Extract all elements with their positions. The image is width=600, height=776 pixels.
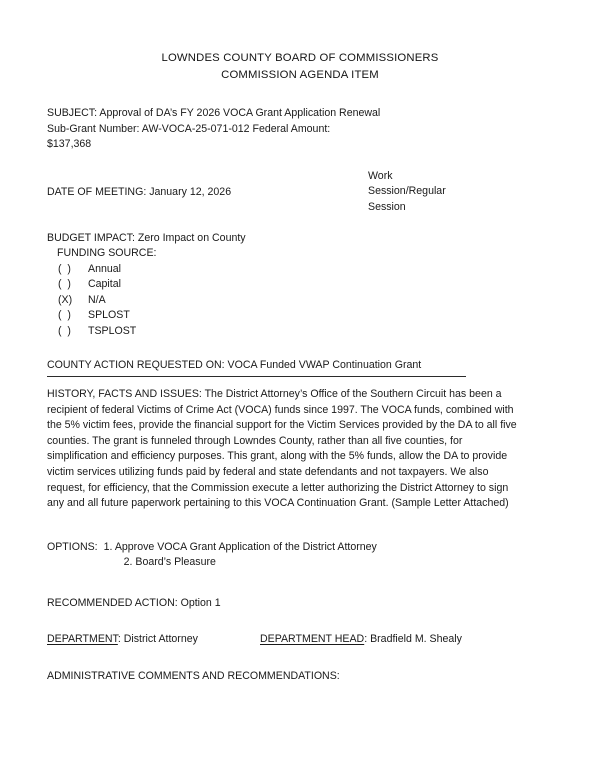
funding-option-label: SPLOST	[88, 309, 130, 322]
department-label: DEPARTMENT	[47, 633, 118, 646]
checkbox-annual[interactable]: ( )	[58, 262, 71, 275]
funding-option-label: Annual	[88, 262, 121, 275]
funding-option-label: N/A	[88, 293, 106, 306]
funding-option-label: Capital	[88, 278, 121, 291]
county-action-line: COUNTY ACTION REQUESTED ON: VOCA Funded VWAP Continuation Grant	[47, 359, 422, 372]
page-title-line-2: COMMISSION AGENDA ITEM	[221, 69, 379, 81]
subject-section	[47, 106, 560, 153]
budget-section	[47, 231, 560, 340]
funding-option-capital[interactable]	[58, 277, 560, 293]
checkbox-na[interactable]: (X)	[58, 293, 73, 306]
sub-grant-number-line: Sub-Grant Number: AW-VOCA-25-071-012 Federal Amount:	[47, 122, 331, 135]
funding-option-na[interactable]	[58, 293, 560, 309]
meeting-section	[47, 169, 560, 219]
administrative-comments-line: ADMINISTRATIVE COMMENTS AND RECOMMENDATIONS:	[47, 670, 340, 683]
page-title-line-1: LOWNDES COUNTY BOARD OF COMMISSIONERS	[161, 52, 439, 64]
department-field	[47, 632, 198, 648]
session-line-1: Work	[368, 169, 393, 182]
checkbox-splost[interactable]: ( )	[58, 309, 71, 322]
department-head-field	[260, 632, 462, 648]
department-value: : District Attorney	[117, 633, 198, 646]
options-list	[98, 540, 377, 571]
funding-source-label: FUNDING SOURCE:	[57, 247, 157, 259]
funding-option-annual[interactable]	[58, 262, 560, 278]
funding-source-options	[47, 262, 560, 340]
options-section	[47, 540, 560, 571]
options-row	[47, 540, 560, 571]
department-section	[47, 632, 560, 648]
session-line-2: Session/Regular	[368, 185, 446, 197]
recommended-action-line: RECOMMENDED ACTION: Option 1	[47, 596, 221, 609]
option-item-2: 2. Board’s Pleasure	[123, 556, 216, 569]
date-of-meeting-line: DATE OF MEETING: January 12, 2026	[47, 185, 232, 198]
option-item-1: 1. Approve VOCA Grant Application of the District Attorney	[103, 540, 377, 553]
session-line-3: Session	[368, 200, 406, 213]
federal-amount-value: $137,368	[47, 138, 92, 150]
department-head-label: DEPARTMENT HEAD	[260, 633, 365, 646]
department-head-value: : Bradfield M. Shealy	[364, 633, 462, 646]
budget-impact-line: BUDGET IMPACT: Zero Impact on County	[47, 231, 246, 244]
history-paragraph: HISTORY, FACTS AND ISSUES: The District Attorney’s Office of the Southern Circuit has been a recipient of federal Victims of Crime Act (VOCA) funds since 1997. The VOCA funds, combined with the 5% victim fees, provide the financial support for the Victim Services provided by the DA to all five counties. The grant is funneled through Lowndes County, rather than all five counties, for simplification and efficiency purposes. This grant, along with the 5% funds, allow the DA to provide victim services utilizing funds paid by federal and state defendants and not taxpayers. We also request, for efficiency, that the Commission execute a letter authorizing the District Attorney to sign any and all future paperwork pertaining to this VOCA Continuation Grant. (Sample Letter Attached)	[47, 387, 517, 510]
checkbox-tsplost[interactable]: ( )	[58, 324, 71, 337]
county-action-section	[47, 358, 560, 377]
options-label: OPTIONS:	[47, 540, 98, 553]
session-type-block	[368, 169, 473, 216]
document-body	[0, 106, 600, 685]
funding-option-splost[interactable]	[58, 308, 560, 324]
subject-line: SUBJECT: Approval of DA’s FY 2026 VOCA Grant Application Renewal	[47, 107, 381, 119]
document-header	[0, 0, 600, 84]
funding-option-tsplost[interactable]	[58, 324, 560, 340]
history-section	[47, 387, 560, 512]
section-divider-rule	[47, 376, 466, 377]
checkbox-capital[interactable]: ( )	[58, 278, 71, 291]
funding-option-label: TSPLOST	[88, 324, 137, 337]
